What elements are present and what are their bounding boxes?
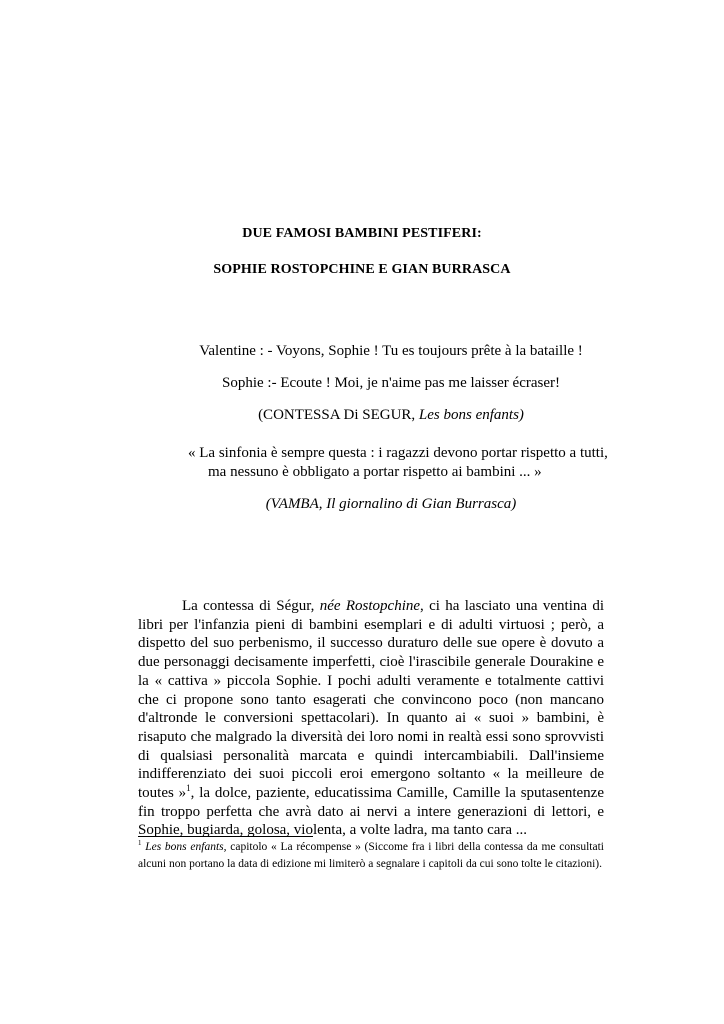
epigraph-2-work: Il giornalino di Gian Burrasca) [326, 496, 517, 512]
epigraph-1-work: Les bons enfants) [418, 407, 524, 423]
epigraph-1-author: (CONTESSA Di SEGUR, [258, 407, 419, 423]
body-text-c: , ci ha lasciato una ventina di libri per l'infanzia pieni di bambini esemplari e di adulti virtuosi ; però, a dispetto del suo perbenismo, il successo duraturo delle sue opere è dovuto a due personaggi decisamente imperfetti, cioè l'irascibile generale Dourakine e la « cattiva » piccola Sophie. I pochi adulti veramente e totalmente cattivi che ci propone sono tanto esagerati che convincono poco (non mancano d'altronde le conversioni spettacolari). In quanto ai « suoi » bambini, è risaputo che malgrado la diversità dei loro nomi in realtà essi sono sprovvisti di qualsiasi personalità marcata e quindi intercambiabili. Dall'insieme indifferenziato dei suoi piccoli eroi emergono soltanto « la meilleure de toutes » [138, 598, 605, 802]
title-line-2: SOPHIE ROSTOPCHINE E GIAN BURRASCA [213, 262, 511, 277]
footnote [138, 839, 604, 873]
epigraph-2-author: (VAMBA, [265, 496, 327, 512]
footnote-text: capitolo « La récompense » (Siccome fra i libri della contessa da me consultati alcuni non portano la data di edizione mi limiterò a segnalare i capitoli da cui sono tolte le citazioni). [138, 841, 605, 870]
footnote-reference[interactable]: 1 [186, 783, 191, 794]
epigraph-2-line-2: ma nessuno è obbligato a portar rispetto ai bambini ... » [208, 464, 542, 480]
epigraph-1-line-2: Sophie :- Ecoute ! Moi, je n'aime pas me laisser écraser! [222, 375, 560, 391]
body-text-a: La contessa di Ségur, [182, 598, 320, 614]
epigraph-2-attribution [0, 496, 724, 513]
epigraph-2-line-1: « La sinfonia è sempre questa : i ragazzi devono portar rispetto a tutti, [188, 445, 608, 461]
title-line-1: DUE FAMOSI BAMBINI PESTIFERI: [242, 226, 482, 241]
footnote-separator [138, 836, 313, 837]
body-text-d: , la dolce, paziente, educatissima Camille, Camille la sputasentenze fin troppo perfetta che avrà dato ai nervi a intere generazioni di lettori, e Sophie, bugiarda, golosa, violenta, a volte ladra, ma tanto cara ... [138, 785, 604, 839]
body-text-b: née Rostopchine [319, 598, 421, 614]
body-paragraph [138, 597, 604, 840]
epigraph-1-line-1: Valentine : - Voyons, Sophie ! Tu es toujours prête à la bataille ! [199, 343, 583, 359]
epigraph-1-attribution [0, 407, 724, 424]
footnote-number: 1 [138, 840, 142, 848]
footnote-work: Les bons enfants, [145, 841, 227, 853]
